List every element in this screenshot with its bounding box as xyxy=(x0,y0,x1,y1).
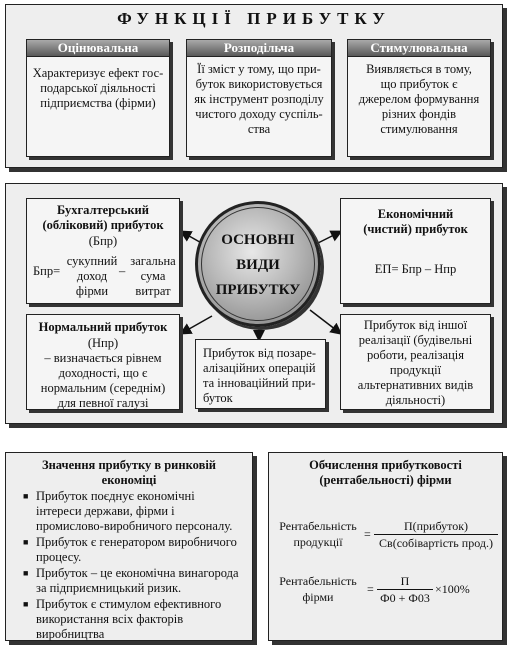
text-line: використання всіх факторів xyxy=(36,612,184,626)
text-line: Бухгалтерський xyxy=(57,203,149,217)
text-line: Прибуток від позаре- xyxy=(203,346,317,360)
accounting-profit-lhs: Бпр= xyxy=(33,264,61,278)
firm-profitability-fraction xyxy=(377,573,433,606)
text-line: економіці xyxy=(101,473,157,487)
text-line: доход xyxy=(76,269,108,283)
functions-title: ФУНКЦІЇ ПРИБУТКУ xyxy=(117,9,391,28)
fraction-numerator: П xyxy=(377,573,433,590)
text-line: як інструмент розподілу xyxy=(194,92,324,106)
normal-profit-text xyxy=(28,351,178,411)
list-item xyxy=(36,489,252,534)
text-line: процесу. xyxy=(36,550,82,564)
text-line: ВИДИ xyxy=(236,257,280,273)
text-line: роботи, реалізація xyxy=(366,348,465,362)
text-line: ■ Прибуток – це економічна винагорода xyxy=(36,566,239,580)
text-line: діяльності) xyxy=(385,393,446,407)
profitability-title xyxy=(270,458,501,488)
market-importance-list xyxy=(22,489,252,643)
text-line: ■ Прибуток є стимулом ефективного xyxy=(36,597,222,611)
text-line: продукції xyxy=(293,535,343,549)
text-line: ■ Прибуток є генератором виробничого xyxy=(36,535,237,549)
text-line: подарської діяльності xyxy=(40,81,156,95)
accounting-profit-income xyxy=(66,254,118,299)
text-line: (рентабельності) фірми xyxy=(319,473,452,487)
text-line: Значення прибутку в ринковій xyxy=(42,458,216,472)
text-line: Виявляється в тому, xyxy=(366,62,472,76)
accounting-profit-minus: – xyxy=(119,264,126,278)
text-line: та інноваційний при- xyxy=(203,376,316,390)
firm-profitability-multiplier: ×100% xyxy=(435,582,470,596)
text-line: Характеризує ефект гос- xyxy=(32,66,164,80)
text-line: (обліковий) прибуток xyxy=(42,218,164,232)
text-line: фірми xyxy=(75,284,109,298)
text-line: за підприємницький ризик. xyxy=(36,581,182,595)
normal-profit-abbr: (Нпр) xyxy=(87,336,119,350)
text-line: алізаційних операцій xyxy=(203,361,316,375)
text-line: виробництва xyxy=(36,627,105,641)
list-item xyxy=(36,597,252,642)
text-line: Її зміст у тому, що при- xyxy=(197,62,321,76)
fraction-numerator: П(прибуток) xyxy=(374,518,498,535)
economic-profit-title xyxy=(342,207,489,237)
product-profitability-fraction xyxy=(374,518,498,551)
text-line: Прибуток від іншої xyxy=(363,318,468,332)
economic-profit-formula: ЕП= Бпр – Нпр xyxy=(374,262,457,276)
nonoperating-profit-text xyxy=(203,346,324,406)
text-line: ■ Прибуток поєднує економічні xyxy=(36,489,195,503)
text-line: різних фондів xyxy=(381,107,457,121)
text-line: буток xyxy=(203,391,233,405)
accounting-profit-abbr: (Бпр) xyxy=(88,234,118,248)
product-profitability-label xyxy=(272,518,364,550)
text-line: для певної галузі xyxy=(57,396,149,410)
text-line: Рентабельність xyxy=(279,519,357,533)
text-line: ства xyxy=(247,122,271,136)
text-line: інтереси держави, фірми і xyxy=(36,504,175,518)
function-tab-evaluative: Оцінювальна xyxy=(26,39,170,57)
accounting-profit-title xyxy=(28,203,178,233)
accounting-profit-costs xyxy=(128,254,178,299)
text-line: сукупний xyxy=(66,254,118,268)
arrow-to-other xyxy=(310,310,340,333)
text-line: загальна xyxy=(130,254,176,268)
text-line: стимулювання xyxy=(380,122,458,136)
text-line: буток використовується xyxy=(195,77,323,91)
text-line: що прибуток є xyxy=(380,77,458,91)
text-line: Обчислення прибутковості xyxy=(309,458,462,472)
other-sales-profit-text xyxy=(342,318,489,408)
text-line: чистого доходу суспіль- xyxy=(195,107,323,121)
normal-profit-title: Нормальний прибуток xyxy=(38,320,168,334)
firm-profitability-equals: = xyxy=(367,582,374,596)
text-line: продукції xyxy=(389,363,442,377)
text-line: промислово-виробничого персоналу. xyxy=(36,519,233,533)
text-line: – визначається рівнем xyxy=(44,351,162,365)
list-item xyxy=(36,535,252,565)
text-line: сума xyxy=(140,269,166,283)
text-line: реалізації (будівельні xyxy=(358,333,473,347)
text-line: Рентабельність xyxy=(279,574,357,588)
text-line: джерелом формування xyxy=(358,92,480,106)
function-tab-stimulating: Стимулювальна xyxy=(347,39,491,57)
fraction-denominator: Св(собівартість прод.) xyxy=(379,536,493,550)
text-line: ОСНОВНІ xyxy=(221,232,295,248)
text-line: доходності, що є xyxy=(58,366,148,380)
text-line: Економічний xyxy=(377,207,454,221)
firm-profitability-label xyxy=(272,573,364,605)
text-line: нормальним (середнім) xyxy=(40,381,166,395)
text-line: (чистий) прибуток xyxy=(363,222,468,236)
text-line: витрат xyxy=(135,284,171,298)
arrow-to-normal xyxy=(182,316,212,333)
function-tab-distributive: Розподільча xyxy=(186,39,332,57)
text-line: фірми xyxy=(302,590,334,604)
list-item xyxy=(36,566,252,596)
main-types-title xyxy=(195,228,321,303)
text-line: підприємства (фірми) xyxy=(40,96,156,110)
market-importance-title xyxy=(8,458,250,488)
product-profitability-equals: = xyxy=(364,527,371,541)
text-line: ПРИБУТКУ xyxy=(215,282,301,298)
text-line: альтернативних видів xyxy=(357,378,474,392)
fraction-denominator: Ф0 + Ф03 xyxy=(380,591,430,605)
